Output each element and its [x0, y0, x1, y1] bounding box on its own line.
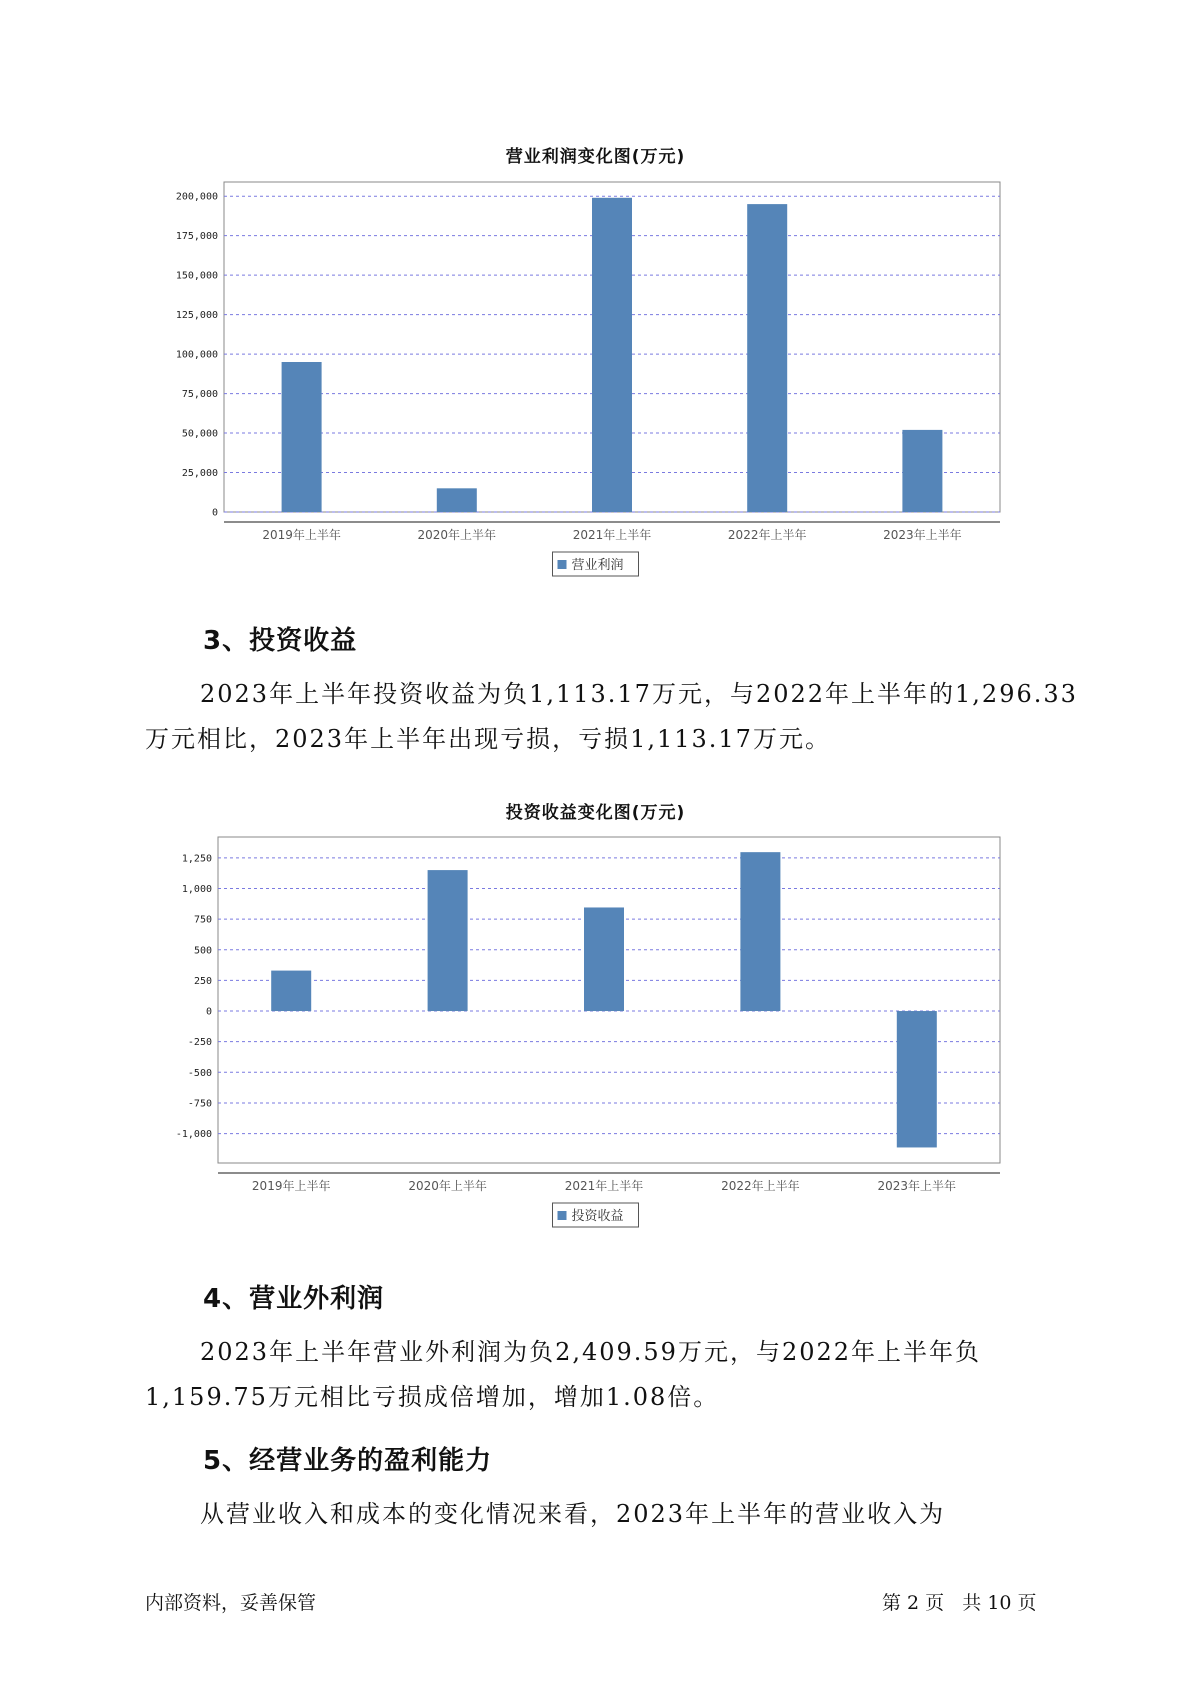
chart2-x-tick-label: 2019年上半年: [251, 1179, 331, 1193]
paragraph-line: 万元相比，2023年上半年出现亏损，亏损1,113.17万元。: [145, 725, 831, 753]
footer-confidential-note: 内部资料，妥善保管: [145, 1592, 317, 1614]
chart1-bar: [592, 198, 632, 512]
chart2-y-tick-label: 1,000: [181, 883, 212, 895]
chart2-title: 投资收益变化图(万元): [505, 803, 686, 823]
chart1-bar: [902, 430, 942, 512]
chart1-x-tick-label: 2019年上半年: [262, 528, 341, 542]
chart1-y-tick-label: 100,000: [175, 349, 218, 361]
paragraph-line: 1,159.75万元相比亏损成倍增加，增加1.08倍。: [145, 1383, 720, 1411]
chart2-y-tick-label: 250: [193, 975, 212, 987]
chart2-legend-swatch: [558, 1211, 567, 1220]
chart2-x-tick-label: 2021年上半年: [564, 1179, 644, 1193]
chart1-legend-label: 营业利润: [571, 558, 624, 573]
chart2-bar: [584, 907, 624, 1011]
chart2-x-tick-label: 2023年上半年: [877, 1179, 957, 1193]
chart1-bar: [437, 488, 477, 512]
chart2-y-tick-label: 500: [193, 945, 212, 957]
chart1-y-tick-label: 175,000: [175, 231, 218, 243]
chart2-y-tick-label: -500: [187, 1067, 212, 1079]
chart2-legend-label: 投资收益: [571, 1209, 624, 1224]
chart2-y-tick-label: -1,000: [175, 1129, 212, 1141]
chart2-x-tick-label: 2020年上半年: [408, 1179, 487, 1193]
chart1-y-tick-label: 150,000: [175, 270, 218, 282]
chart1-x-tick-label: 2022年上半年: [727, 528, 807, 542]
chart2-y-tick-label: 1,250: [181, 853, 212, 865]
chart2-x-tick-label: 2022年上半年: [721, 1179, 800, 1193]
paragraph-line: 从营业收入和成本的变化情况来看，2023年上半年的营业收入为: [200, 1500, 946, 1528]
chart1-title: 营业利润变化图(万元): [505, 147, 686, 167]
section-5-paragraph: [145, 1492, 1065, 1537]
chart1-x-tick-label: 2020年上半年: [417, 528, 497, 542]
chart1-legend-swatch: [558, 560, 567, 569]
chart1-y-tick-label: 50,000: [181, 428, 218, 440]
paragraph-line: 2023年上半年投资收益为负1,113.17万元，与2022年上半年的1,296.33: [200, 680, 1078, 708]
chart2-y-tick-label: -250: [187, 1037, 212, 1049]
chart2-y-tick-label: 750: [193, 914, 212, 926]
chart1-y-tick-label: 200,000: [175, 191, 218, 203]
chart2-y-tick-label: -750: [187, 1098, 212, 1110]
section-4-paragraph: [145, 1330, 1065, 1420]
chart1-x-tick-label: 2023年上半年: [883, 528, 962, 542]
section-3-heading: 3、投资收益: [203, 626, 358, 656]
chart1-bar: [282, 362, 322, 512]
chart1-y-tick-label: 75,000: [181, 389, 218, 401]
paragraph-line: 2023年上半年营业外利润为负2,409.59万元，与2022年上半年负: [200, 1338, 982, 1366]
chart2-bar: [897, 1011, 937, 1147]
operating-profit-chart: [0, 170, 1191, 590]
chart1-y-tick-label: 125,000: [175, 310, 218, 322]
chart1-x-tick-label: 2021年上半年: [572, 528, 652, 542]
chart1-bar: [747, 204, 787, 512]
chart2-y-tick-label: 0: [205, 1006, 212, 1018]
section-3-paragraph: [145, 672, 1078, 762]
footer-page-number: 第 2 页 共 10 页: [882, 1592, 1037, 1614]
section-5-heading: 5、经营业务的盈利能力: [203, 1446, 493, 1476]
chart2-bar: [428, 870, 468, 1011]
chart2-bar: [271, 971, 311, 1011]
investment-income-chart: [0, 830, 1191, 1250]
chart1-y-tick-label: 25,000: [181, 468, 218, 480]
section-4-heading: 4、营业外利润: [203, 1284, 385, 1314]
chart1-y-tick-label: 0: [211, 507, 218, 519]
chart2-bar: [740, 852, 780, 1011]
